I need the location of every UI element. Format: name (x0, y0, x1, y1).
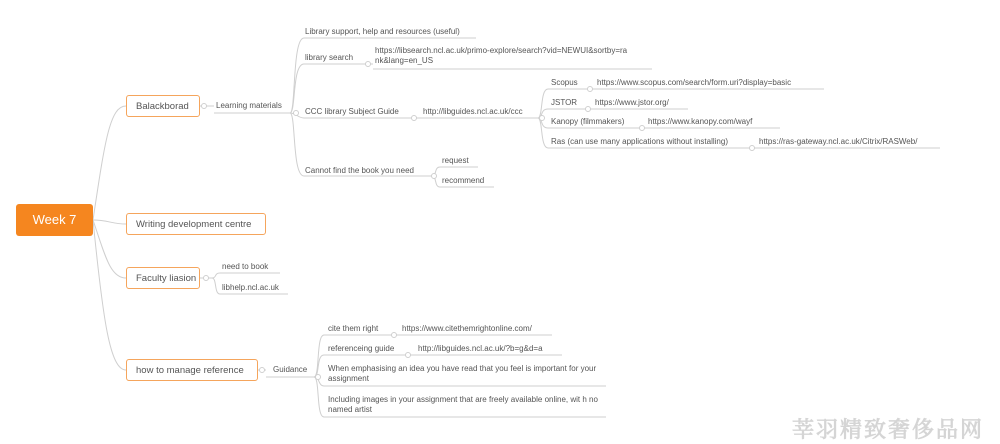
ccc-guide-url[interactable]: http://libguides.ncl.ac.uk/ccc (423, 107, 523, 116)
libhelp-node[interactable]: libhelp.ncl.ac.uk (222, 283, 279, 292)
cite-them-right-node[interactable]: cite them right (328, 324, 379, 333)
blackboard-node[interactable]: Balackborad (126, 95, 200, 117)
manage-reference-node[interactable]: how to manage reference (126, 359, 258, 381)
referencing-guide-url[interactable]: http://libguides.ncl.ac.uk/?b=g&d=a (418, 344, 543, 353)
learning-materials-node[interactable]: Learning materials (216, 101, 282, 110)
library-support-node[interactable]: Library support, help and resources (useful) (305, 27, 460, 36)
ccc-guide-node[interactable]: CCC library Subject Guide (305, 107, 399, 116)
library-search-node[interactable]: library search (305, 53, 354, 62)
kanopy-node[interactable]: Kanopy (filmmakers) (551, 117, 625, 126)
watermark: 莘羽精致奢侈品网 (792, 418, 985, 443)
guidance-node[interactable]: Guidance (273, 365, 308, 374)
cite-them-right-url[interactable]: https://www.citethemrightonline.com/ (402, 324, 532, 333)
request-node[interactable]: request (442, 156, 469, 165)
jstor-node[interactable]: JSTOR (551, 98, 578, 107)
scopus-url[interactable]: https://www.scopus.com/search/form.uri?display=basic (597, 78, 792, 87)
library-search-url[interactable]: https://libsearch.ncl.ac.uk/primo-explore/search?vid=NEWUI&sortby=ra nk&lang=en_US (375, 46, 628, 65)
jstor-url[interactable]: https://www.jstor.org/ (595, 98, 669, 107)
including-images-node[interactable]: Including images in your assignment that are freely available online, wit h no named artist (328, 395, 598, 414)
ras-node[interactable]: Ras (can use many applications without installing) (551, 137, 728, 146)
referencing-guide-node[interactable]: referenceing guide (328, 344, 395, 353)
root-node[interactable]: Week 7 (16, 204, 93, 236)
writing-centre-node[interactable]: Writing development centre (126, 213, 266, 235)
recommend-node[interactable]: recommend (442, 176, 485, 185)
cannot-find-book-node[interactable]: Cannot find the book you need (305, 166, 414, 175)
scopus-node[interactable]: Scopus (551, 78, 578, 87)
emphasising-idea-node[interactable]: When emphasising an idea you have read that you feel is important for your assignment (328, 364, 597, 383)
kanopy-url[interactable]: https://www.kanopy.com/wayf (648, 117, 753, 126)
faculty-liaison-node[interactable]: Faculty liasion (126, 267, 200, 289)
ras-url[interactable]: https://ras-gateway.ncl.ac.uk/Citrix/RASWeb/ (759, 137, 918, 146)
need-to-book-node[interactable]: need to book (222, 262, 269, 271)
